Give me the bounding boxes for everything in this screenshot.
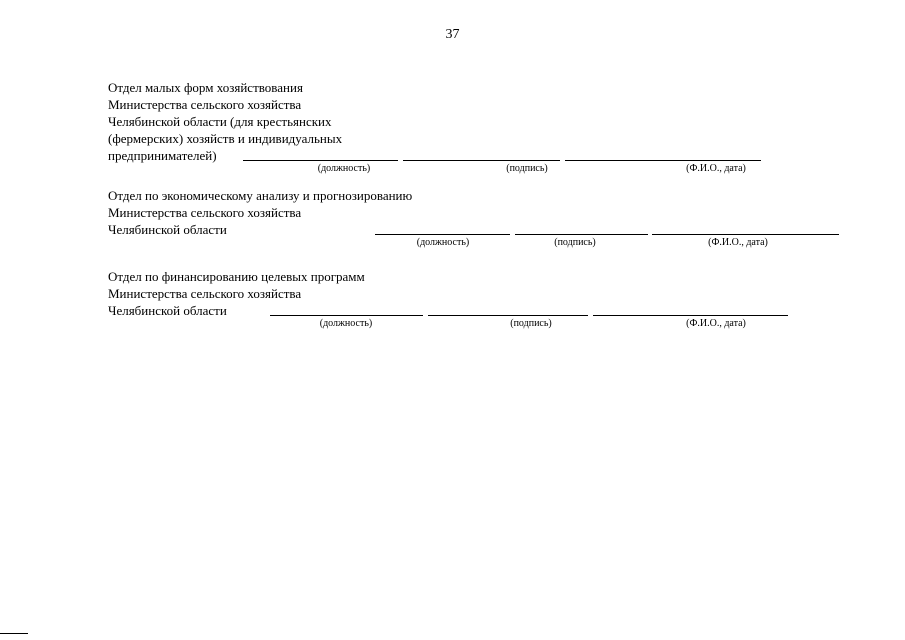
- department-line: Челябинской области: [108, 222, 227, 237]
- signature-line[interactable]: [428, 315, 588, 316]
- position-signature-line[interactable]: [243, 160, 398, 161]
- signature-line[interactable]: [515, 234, 648, 235]
- signature-caption: (подпись): [554, 237, 596, 248]
- position-caption: (должность): [319, 318, 373, 329]
- signature-caption: (подпись): [510, 318, 552, 329]
- department-line: Министерства сельского хозяйства: [108, 97, 302, 112]
- position-signature-line[interactable]: [375, 234, 510, 235]
- department-line: Министерства сельского хозяйства: [108, 205, 302, 220]
- position-caption: (должность): [317, 163, 371, 174]
- position-signature-line[interactable]: [270, 315, 423, 316]
- page-edge-mark: [0, 633, 28, 634]
- department-line: Челябинской области (для крестьянских: [108, 114, 332, 129]
- section-economic-analysis-department: [108, 187, 412, 238]
- signature-caption: (подпись): [506, 163, 548, 174]
- department-line: (фермерских) хозяйств и индивидуальных: [108, 131, 343, 146]
- department-line: Челябинской области: [108, 303, 227, 318]
- signature-line[interactable]: [403, 160, 560, 161]
- department-line: Отдел по финансированию целевых программ: [108, 269, 365, 284]
- department-line: Отдел малых форм хозяйствования: [108, 80, 303, 95]
- page-number: 37: [445, 27, 460, 42]
- department-line: предпринимателей): [108, 148, 217, 163]
- name-date-caption: (Ф.И.О., дата): [686, 163, 746, 174]
- department-line: Отдел по экономическому анализу и прогнозированию: [108, 188, 413, 203]
- section-small-farms-department: [108, 79, 342, 164]
- name-date-caption: (Ф.И.О., дата): [708, 237, 768, 248]
- name-date-line[interactable]: [652, 234, 839, 235]
- department-line: Министерства сельского хозяйства: [108, 286, 302, 301]
- name-date-line[interactable]: [565, 160, 761, 161]
- name-date-caption: (Ф.И.О., дата): [686, 318, 746, 329]
- section-target-programs-department: [108, 268, 365, 319]
- position-caption: (должность): [416, 237, 470, 248]
- name-date-line[interactable]: [593, 315, 788, 316]
